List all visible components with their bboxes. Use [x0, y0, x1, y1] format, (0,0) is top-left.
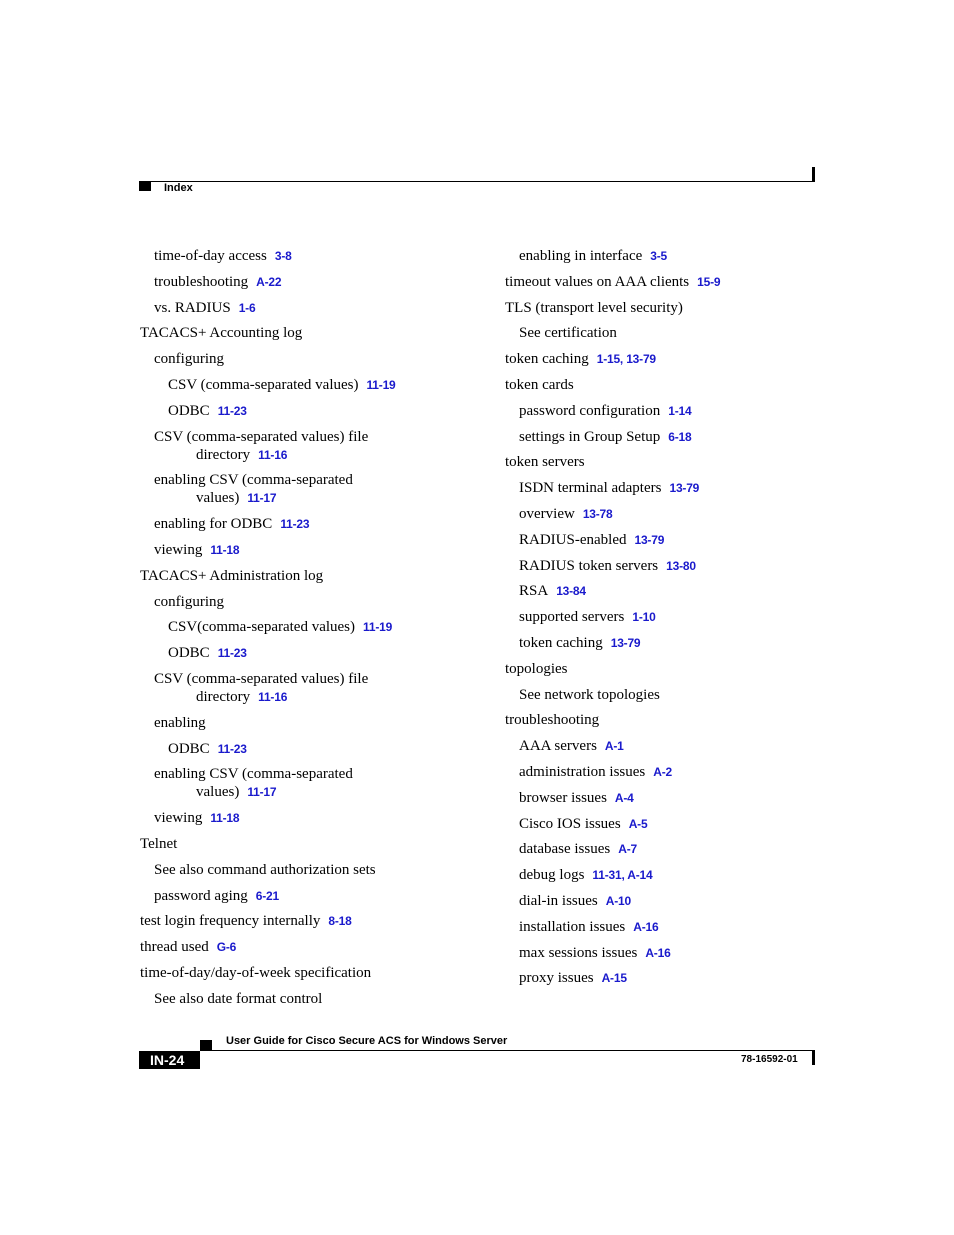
- page-ref-link[interactable]: 13-79: [669, 481, 700, 496]
- doc-number: 78-16592-01: [741, 1054, 798, 1065]
- index-entry: supported servers 1-10: [519, 609, 656, 626]
- page-ref-link[interactable]: 13-84: [556, 584, 586, 599]
- index-entry: AAA servers A-1: [519, 738, 624, 755]
- page-ref-link[interactable]: 11-16: [258, 689, 288, 704]
- page-ref-link[interactable]: 11-17: [247, 785, 277, 800]
- page-ref-link[interactable]: 1-10: [632, 610, 656, 625]
- index-entry: password aging 6-21: [154, 887, 279, 904]
- index-entry: viewing 11-18: [154, 541, 240, 558]
- page-ref-link[interactable]: 11-31, A-14: [592, 868, 653, 883]
- header-block: [139, 182, 151, 191]
- index-entry: password configuration 1-14: [519, 402, 692, 419]
- page-ref-link[interactable]: A-5: [628, 816, 648, 831]
- index-entry: proxy issues A-15: [519, 970, 627, 987]
- page-ref-link[interactable]: 3-8: [274, 249, 292, 263]
- index-entry: RADIUS-enabled 13-79: [519, 531, 665, 548]
- index-entry: enabling CSV (comma-separated values) 11-17: [140, 765, 490, 801]
- index-entry: enabling CSV (comma-separated values) 11-17: [140, 471, 490, 507]
- index-entry-continuation: values) 11-17: [196, 784, 277, 801]
- page-ref-link[interactable]: 8-18: [328, 914, 352, 929]
- page-ref-link[interactable]: 13-80: [666, 558, 696, 573]
- index-column-right: [505, 247, 805, 995]
- index-entry: timeout values on AAA clients 15-9: [505, 273, 721, 290]
- index-entry: Cisco IOS issues A-5: [519, 815, 648, 832]
- index-entry: topologies: [505, 660, 568, 677]
- page-ref-link[interactable]: A-1: [604, 739, 624, 754]
- footer-tick: [812, 1051, 815, 1065]
- index-entry-continuation: values) 11-17: [196, 490, 277, 507]
- index-entry: settings in Group Setup 6-18: [519, 428, 692, 445]
- page-ref-link[interactable]: A-10: [605, 893, 631, 908]
- page-ref-link[interactable]: 11-18: [210, 542, 240, 557]
- page-ref-link[interactable]: 1-14: [668, 403, 692, 418]
- page-ref-link[interactable]: A-15: [601, 971, 627, 986]
- index-entry: CSV (comma-separated values) file directory 11-16: [140, 670, 490, 706]
- index-entry: test login frequency internally 8-18: [140, 913, 352, 930]
- index-entry: See also command authorization sets: [154, 861, 376, 878]
- index-entry: configuring: [154, 351, 224, 368]
- page-ref-link[interactable]: 1-6: [238, 300, 256, 315]
- page-ref-link[interactable]: A-22: [256, 274, 282, 289]
- page-ref-link[interactable]: 11-23: [217, 741, 247, 756]
- page-ref-link[interactable]: A-7: [618, 842, 637, 857]
- section-label: Index: [164, 182, 193, 194]
- footer-rule: [200, 1050, 815, 1051]
- index-entry: troubleshooting: [505, 712, 600, 729]
- index-entry: See network topologies: [519, 686, 660, 703]
- page-ref-link[interactable]: 11-19: [363, 620, 393, 635]
- page-ref-link[interactable]: A-4: [614, 790, 634, 805]
- index-entry: RADIUS token servers 13-80: [519, 557, 696, 574]
- index-entry: enabling: [154, 714, 206, 731]
- page-ref-link[interactable]: A-16: [633, 919, 659, 934]
- index-entry: token servers: [505, 454, 585, 471]
- index-entry-continuation: directory 11-16: [196, 688, 288, 705]
- index-entry: enabling for ODBC 11-23: [154, 516, 310, 533]
- page-ref-link[interactable]: 3-5: [650, 249, 668, 263]
- page-ref-link[interactable]: 11-23: [280, 517, 310, 532]
- page-ref-link[interactable]: 11-18: [210, 811, 240, 826]
- index-entry: installation issues A-16: [519, 918, 659, 935]
- page-ref-link[interactable]: 11-23: [217, 403, 247, 418]
- index-entry: Telnet: [140, 835, 178, 852]
- index-entry: CSV(comma-separated values) 11-19: [168, 619, 393, 636]
- index-entry: ODBC 11-23: [168, 402, 247, 419]
- header-tick: [812, 167, 815, 182]
- index-entry: TLS (transport level security): [505, 299, 683, 316]
- index-entry: CSV (comma-separated values) file directory 11-16: [140, 428, 490, 464]
- index-entry: time-of-day access 3-8: [154, 248, 292, 264]
- page-ref-link[interactable]: 6-18: [668, 429, 692, 444]
- page-ref-link[interactable]: 11-17: [247, 491, 277, 506]
- page-ref-link[interactable]: 1-15, 13-79: [596, 352, 656, 367]
- index-entry: vs. RADIUS 1-6: [154, 299, 256, 316]
- index-entry: max sessions issues A-16: [519, 944, 671, 961]
- page-ref-link[interactable]: 13-79: [634, 532, 665, 547]
- page-ref-link[interactable]: 13-78: [582, 506, 613, 521]
- index-entry: dial-in issues A-10: [519, 892, 631, 909]
- index-entry: database issues A-7: [519, 841, 637, 858]
- index-entry: troubleshooting A-22: [154, 273, 282, 290]
- index-entry: See also date format control: [154, 990, 323, 1007]
- index-entry: ISDN terminal adapters 13-79: [519, 480, 700, 497]
- footer-title: User Guide for Cisco Secure ACS for Windows Server: [226, 1035, 508, 1047]
- index-entry: token caching 13-79: [519, 634, 641, 651]
- index-entry: TACACS+ Administration log: [140, 567, 324, 584]
- page-ref-link[interactable]: G-6: [216, 940, 237, 955]
- index-entry: configuring: [154, 593, 224, 610]
- index-entry: browser issues A-4: [519, 789, 634, 806]
- page-ref-link[interactable]: 6-21: [255, 888, 279, 903]
- page-ref-link[interactable]: A-16: [645, 945, 671, 960]
- index-entry: enabling in interface 3-5: [519, 248, 668, 264]
- index-entry: overview 13-78: [519, 505, 613, 522]
- footer-block: [200, 1040, 212, 1050]
- page-ref-link[interactable]: A-2: [653, 764, 672, 779]
- index-entry: administration issues A-2: [519, 763, 672, 780]
- page-ref-link[interactable]: 13-79: [610, 635, 641, 650]
- page-ref-link[interactable]: 11-16: [258, 447, 288, 462]
- index-entry: See certification: [519, 325, 617, 342]
- index-entry: time-of-day/day-of-week specification: [140, 964, 372, 981]
- index-entry: TACACS+ Accounting log: [140, 325, 303, 342]
- index-entry: CSV (comma-separated values) 11-19: [168, 376, 396, 393]
- index-entry: token cards: [505, 376, 574, 393]
- page-number: IN-24: [139, 1051, 200, 1069]
- index-entry: viewing 11-18: [154, 810, 240, 827]
- index-entry: token caching 1-15, 13-79: [505, 351, 656, 368]
- page-ref-link[interactable]: 15-9: [697, 274, 721, 289]
- index-column-left: [140, 247, 490, 1016]
- index-entry: thread used G-6: [140, 939, 237, 956]
- header-rule: [139, 181, 815, 182]
- page-ref-link[interactable]: 11-23: [217, 646, 247, 661]
- page-ref-link[interactable]: 11-19: [366, 377, 396, 392]
- index-entry: ODBC 11-23: [168, 645, 247, 662]
- index-entry: debug logs 11-31, A-14: [519, 867, 653, 884]
- index-entry: ODBC 11-23: [168, 740, 247, 757]
- index-entry-continuation: directory 11-16: [196, 446, 288, 463]
- index-entry: RSA 13-84: [519, 583, 586, 600]
